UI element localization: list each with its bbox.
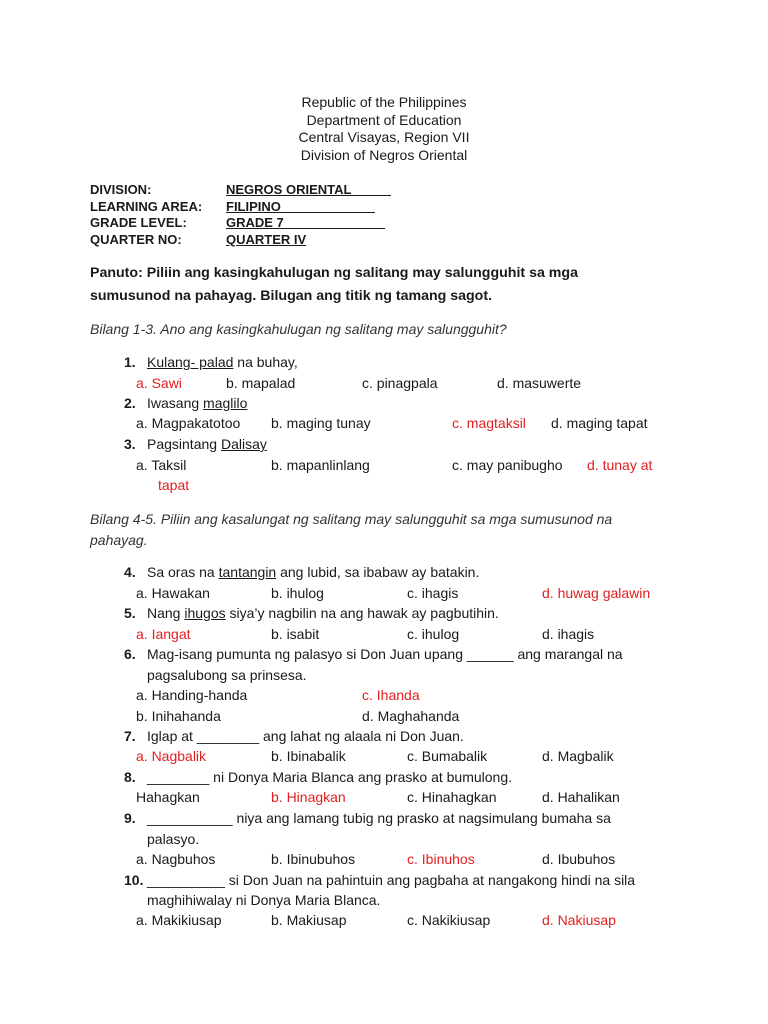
question-7-text: Iglap at ________ ang lahat ng alaala ni Don Juan. [147, 728, 464, 744]
underlined-word: ihugos [184, 605, 226, 621]
choice-c-answer[interactable]: c. magtaksil [452, 415, 526, 431]
header-region: Central Visayas, Region VII [298, 129, 470, 145]
question-number: 1. [124, 354, 136, 370]
choice-a[interactable]: a. Taksil [136, 457, 187, 473]
choice-c-answer[interactable]: c. Ibinuhos [407, 851, 475, 867]
question-number: 6. [124, 646, 136, 662]
question-9-text-line1: ___________ niya ang lamang tubig ng prasko at nagsimulang bumaha sa [147, 810, 611, 826]
document-header [0, 94, 768, 164]
question-number: 9. [124, 810, 136, 826]
panuto-line: sumusunod na pahayag. Bilugan ang titik ng tamang sagot. [90, 288, 493, 304]
choice-b[interactable]: b. Ibinabalik [271, 748, 346, 764]
choice-d[interactable]: d. Magbalik [542, 748, 614, 764]
question-1-text [147, 352, 298, 372]
section-instruction-4-5 [90, 509, 710, 550]
choice-a[interactable]: a. Nagbuhos [136, 851, 216, 867]
question-number: 3. [124, 436, 136, 452]
question-6-text-line1: Mag-isang pumunta ng palasyo si Don Juan upang ______ ang marangal na [147, 646, 623, 662]
choice-c[interactable]: c. ihulog [407, 626, 460, 642]
question-text: Nang [147, 605, 185, 621]
choice-a[interactable]: a. Handing-handa [136, 687, 248, 703]
info-label: LEARNING AREA: [90, 198, 203, 214]
choice-d-answer[interactable]: d. tunay at [587, 457, 653, 473]
choice-d-answer[interactable]: d. Nakiusap [542, 912, 616, 928]
question-text: ang lubid, sa ibabaw ay batakin. [276, 564, 480, 580]
question-10-text-line2: maghihiwalay ni Donya Maria Blanca. [147, 892, 381, 908]
question-8-text: ________ ni Donya Maria Blanca ang prasko at bumulong. [147, 769, 513, 785]
question-text: na buhay, [233, 354, 298, 370]
question-5-text [147, 603, 499, 623]
choice-c[interactable]: c. Bumabalik [407, 748, 488, 764]
panuto-instructions [90, 262, 710, 308]
section-instruction-1-3: Bilang 1-3. Ano ang kasingkahulugan ng salitang may salungguhit? [90, 321, 507, 337]
choice-c-answer[interactable]: c. Ihanda [362, 687, 420, 703]
instruction-line: pahayag. [90, 531, 148, 548]
choice-d[interactable]: d. Maghahanda [362, 708, 460, 724]
choice-b[interactable]: b. mapanlinlang [271, 457, 370, 473]
choice-d-answer-continued[interactable]: tapat [158, 477, 190, 493]
header-republic: Republic of the Philippines [301, 94, 467, 110]
info-label: GRADE LEVEL: [90, 215, 187, 230]
choice-b[interactable]: b. Makiusap [271, 912, 347, 928]
info-label: QUARTER NO: [90, 231, 182, 247]
choice-b[interactable]: b. Inihahanda [136, 708, 221, 724]
question-text: Pagsintang [147, 436, 221, 452]
choice-d[interactable]: d. masuwerte [497, 375, 582, 391]
info-value: QUARTER IV [226, 231, 307, 247]
choice-b[interactable]: b. ihulog [271, 585, 324, 601]
choice-a-answer[interactable]: a. Nagbalik [136, 748, 207, 764]
choice-c[interactable]: c. Hinahagkan [407, 789, 497, 805]
choice-c[interactable]: c. may panibugho [452, 457, 563, 473]
choice-a[interactable]: a. Magpakatotoo [136, 415, 241, 431]
question-10-text-line1: __________ si Don Juan na pahintuin ang pagbaha at nangakong hindi na sila [147, 872, 636, 888]
question-number: 8. [124, 769, 136, 785]
choice-a-answer[interactable]: a. Iangat [136, 626, 191, 642]
question-4-text [147, 562, 479, 582]
header-division: Division of Negros Oriental [300, 146, 468, 163]
underlined-word: Kulang- palad [147, 354, 234, 370]
choice-a-answer[interactable]: a. Sawi [136, 375, 182, 391]
question-number: 7. [124, 728, 136, 744]
info-value: FILIPINO_____________ [226, 198, 375, 214]
choice-d-answer[interactable]: d. huwag galawin [542, 585, 651, 601]
choice-b[interactable]: b. mapalad [226, 375, 296, 391]
choice-a[interactable]: a. Hawakan [136, 585, 210, 601]
choice-d[interactable]: d. maging tapat [551, 415, 648, 431]
question-number: 2. [124, 395, 136, 411]
choice-d[interactable]: d. Hahalikan [542, 789, 620, 805]
instruction-line: Bilang 4-5. Piliin ang kasalungat ng salitang may salungguhit sa mga sumusunod na [90, 511, 613, 527]
choice-b-answer[interactable]: b. Hinagkan [271, 789, 346, 805]
choice-b[interactable]: b. maging tunay [271, 415, 371, 431]
choice-a[interactable]: Hahagkan [136, 789, 200, 805]
choice-d[interactable]: d. Ibubuhos [542, 851, 616, 867]
choice-c[interactable]: c. ihagis [407, 585, 459, 601]
question-number: 5. [124, 605, 136, 621]
panuto-line: Panuto: Piliin ang kasingkahulugan ng salitang may salungguhit sa mga [90, 265, 578, 281]
choice-b[interactable]: b. isabit [271, 626, 320, 642]
question-2-text [147, 393, 247, 413]
choice-a[interactable]: a. Makikiusap [136, 912, 222, 928]
choice-c[interactable]: c. Nakikiusap [407, 912, 491, 928]
choice-b[interactable]: b. Ibinubuhos [271, 851, 356, 867]
question-3-text [147, 434, 267, 454]
question-number: 10. [124, 872, 144, 888]
underlined-word: Dalisay [220, 436, 267, 452]
question-text: Iwasang [147, 395, 204, 411]
info-value: GRADE 7______________ [226, 215, 386, 230]
info-value: NEGROS ORIENTAL _____ [226, 182, 391, 197]
info-label: DIVISION: [90, 182, 152, 197]
question-number: 4. [124, 564, 136, 580]
question-9-text-line2: palasyo. [147, 831, 200, 847]
question-text: Sa oras na [147, 564, 219, 580]
choice-d[interactable]: d. ihagis [542, 626, 595, 642]
header-department: Department of Education [306, 111, 462, 128]
question-6-text-line2: pagsalubong sa prinsesa. [147, 667, 307, 683]
underlined-word: tantangin [218, 564, 277, 580]
question-text: siya’y nagbilin na ang hawak ay pagbutihin. [225, 605, 499, 621]
choice-c[interactable]: c. pinagpala [362, 375, 438, 391]
underlined-word: maglilo [203, 395, 248, 411]
